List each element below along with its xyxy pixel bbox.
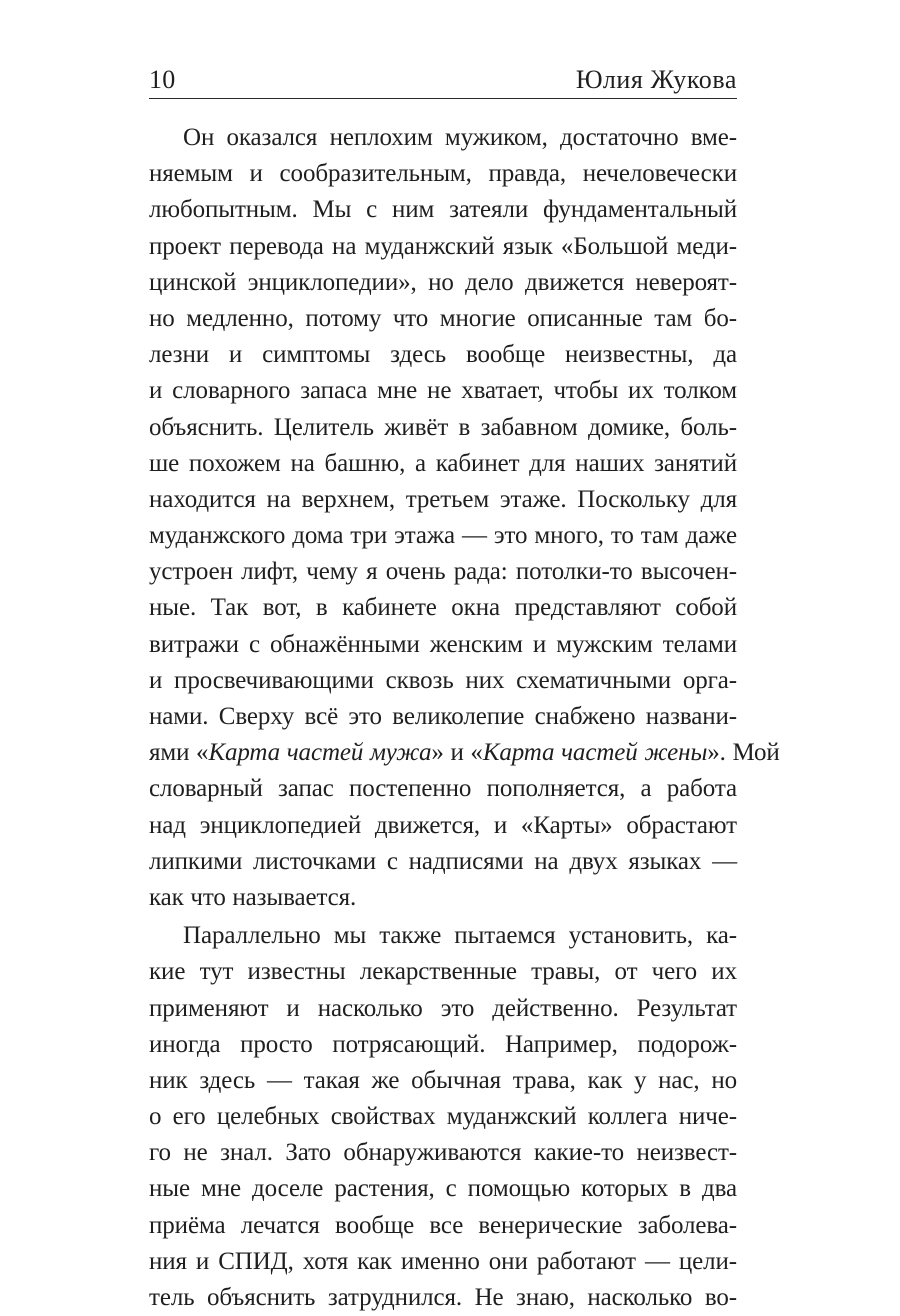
paragraph-1 [149,120,780,916]
text-line: цинской энциклопедии», но дело движется невероят- [149,268,737,296]
page-number: 10 [149,65,176,94]
text-line: Он оказался неплохим мужиком, достаточно вме- [183,124,737,151]
text-line: нами. Сверху всё это великолепие снабжено названи- [149,703,737,730]
body-text [149,120,780,1316]
text-line: ные. Так вот, в кабинете окна представляют собой [149,594,737,622]
text-line: витражи с обнажёнными женским и мужским телами [149,630,737,658]
text-line-with-italics [149,735,780,771]
italic-title-wife-map: Карта частей жены [482,739,708,767]
running-head-author: Юлия Жукова [575,65,737,94]
text-line: тель объяснить затруднился. Не знаю, насколько во- [149,1284,737,1311]
paragraph-2 [149,918,737,1316]
text-line: ния и СПИД, хотя как именно они работают — цели- [149,1247,737,1275]
text-line: муданжского дома три этажа — это много, то там даже [149,522,737,550]
text-line: ше похожем на башню, а кабинет для наших занятий [149,449,737,477]
text-line: кие тут известны лекарственные травы, от чего их [149,958,737,986]
text-line: и просвечивающими сквозь них схематичными орга- [149,666,737,694]
text-run: ями « [149,739,209,767]
text-line: и словарного запаса мне не хватает, чтобы их толком [149,377,737,405]
text-line: объяснить. Целитель живёт в забавном домике, боль- [149,413,737,441]
header-rule [149,98,737,99]
text-line: устроен лифт, чему я очень рада: потолки-то высочен- [149,558,737,586]
text-line: проект перевода на муданжский язык «Большой меди- [149,232,737,260]
text-line: го не знал. Зато обнаруживаются какие-то неизвест- [149,1139,737,1167]
text-line: ник здесь — такая же обычная трава, как у нас, но [149,1066,737,1094]
text-line: применяют и насколько это действенно. Результат [149,994,737,1022]
text-line: ные мне доселе растения, с помощью которых в два [149,1175,737,1203]
italic-title-husband-map: Карта частей мужа [208,739,432,767]
text-line: няемым и сообразительным, правда, нечеловечески [149,160,737,188]
text-line: Параллельно мы также пытаемся установить, ка- [183,922,737,950]
text-line: лезни и симптомы здесь вообще неизвестны, да [149,341,737,369]
text-line: находится на верхнем, третьем этаже. Поскольку для [149,485,737,513]
text-line: как что называется. [149,883,357,911]
text-line: над энциклопедией движется, и «Карты» обрастают [149,811,737,839]
text-line: но медленно, потому что многие описанные там бо- [149,304,737,332]
text-line: о его целебных свойствах муданжский коллега ниче- [149,1103,737,1131]
text-run: » и « [431,739,483,767]
text-line: иногда просто потрясающий. Например, подорож- [149,1030,737,1058]
text-line: любопытным. Мы с ним затеяли фундаментальный [149,196,737,224]
text-run: ». Мой [707,739,780,767]
text-line: словарный запас постепенно пополняется, а работа [149,775,737,803]
running-header [149,62,737,98]
text-line: приёма лечатся вообще все венерические заболева- [149,1211,737,1239]
text-line: липкими листочками с надписями на двух языках — [149,847,737,875]
